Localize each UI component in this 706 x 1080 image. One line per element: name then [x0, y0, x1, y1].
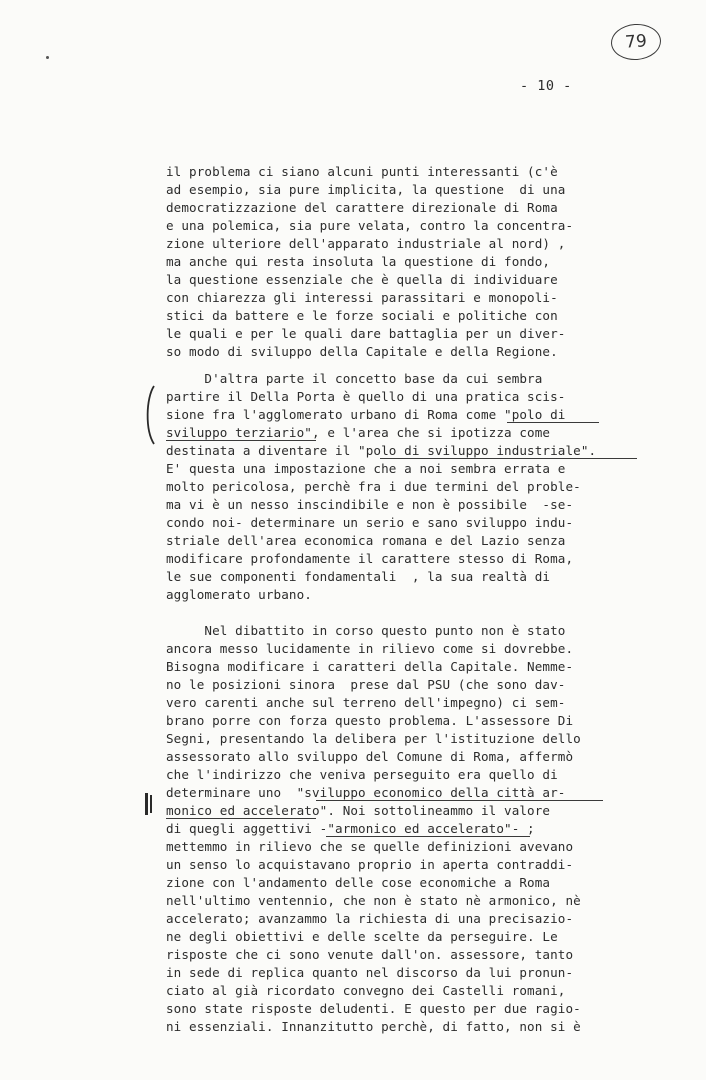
text-line: no le posizioni sinora prese dal PSU (che sono dav-: [166, 677, 566, 692]
text-line: agglomerato urbano.: [166, 587, 312, 602]
text-line: sono state risposte deludenti. E questo per due ragio-: [166, 1001, 581, 1016]
text-line: ma anche qui resta insoluta la questione di fondo,: [166, 254, 551, 269]
text-line: striale dell'area economica romana e del Lazio senza: [166, 533, 566, 548]
page-number: - 10 -: [520, 78, 572, 94]
text-line: zione ulteriore dell'apparato industriale al nord) ,: [166, 236, 566, 251]
text-line: Bisogna modificare i caratteri della Capitale. Nemme-: [166, 659, 574, 674]
text-line: ancora messo lucidamente in rilievo come si dovrebbe.: [166, 641, 574, 656]
text-line: vero carenti anche sul terreno dell'impegno) ci sem-: [166, 695, 566, 710]
archive-number-stamp: 79: [610, 22, 662, 61]
text-line: in sede di replica quanto nel discorso da lui pronun-: [166, 965, 574, 980]
margin-bracket: [140, 384, 160, 446]
text-line: condo noi- determinare un serio e sano sviluppo indu-: [166, 515, 574, 530]
text-line: con chiarezza gli interessi parassitari e monopoli-: [166, 290, 558, 305]
underline-mark: [507, 422, 599, 423]
underline-mark: [316, 800, 603, 801]
text-line: monico ed accelerato". Noi sottolineammo il valore: [166, 803, 551, 818]
text-line: che l'indirizzo che veniva perseguito era quello di: [166, 767, 558, 782]
text-line: brano porre con forza questo problema. L'assessore Di: [166, 713, 574, 728]
underline-mark: [380, 458, 637, 459]
text-line: democratizzazione del carattere direzionale di Roma: [166, 200, 558, 215]
text-line: il problema ci siano alcuni punti interessanti (c'è: [166, 164, 558, 179]
text-line: determinare uno "sviluppo economico della città ar-: [166, 785, 566, 800]
text-line: E' questa una impostazione che a noi sembra errata e: [166, 461, 566, 476]
text-line: le quali e per le quali dare battaglia per un diver-: [166, 326, 566, 341]
text-line: un senso lo acquistavano proprio in aperta contraddi-: [166, 857, 574, 872]
text-line: partire il Della Porta è quello di una pratica scis-: [166, 389, 566, 404]
text-line: ne degli obiettivi e delle scelte da perseguire. Le: [166, 929, 558, 944]
text-line: mettemmo in rilievo che se quelle definizioni avevano: [166, 839, 574, 854]
underline-mark: [166, 440, 316, 441]
text-line: Nel dibattito in corso questo punto non è stato: [166, 623, 566, 638]
text-line: molto pericolosa, perchè fra i due termini del proble-: [166, 479, 581, 494]
text-line: sviluppo terziario", e l'area che si ipotizza come: [166, 425, 551, 440]
text-line: ni essenziali. Innanzitutto perchè, di fatto, non si è: [166, 1019, 581, 1034]
text-line: di quegli aggettivi -"armonico ed accelerato"- ;: [166, 821, 535, 836]
margin-line-mark: [145, 793, 148, 815]
text-line: sione fra l'agglomerato urbano di Roma come "polo di: [166, 407, 566, 422]
text-line: assessorato allo sviluppo del Comune di Roma, affermò: [166, 749, 574, 764]
text-line: ma vi è un nesso inscindibile e non è possibile -se-: [166, 497, 574, 512]
text-line: risposte che ci sono venute dall'on. assessore, tanto: [166, 947, 574, 962]
text-line: destinata a diventare il "polo di sviluppo industriale".: [166, 443, 597, 458]
text-line: le sue componenti fondamentali , la sua realtà di: [166, 569, 551, 584]
text-line: la questione essenziale che è quella di individuare: [166, 272, 558, 287]
text-line: ciato al già ricordato convegno dei Castelli romani,: [166, 983, 566, 998]
text-line: so modo di sviluppo della Capitale e della Regione.: [166, 344, 558, 359]
text-line: nell'ultimo ventennio, che non è stato nè armonico, nè: [166, 893, 581, 908]
text-line: e una polemica, sia pure velata, contro la concentra-: [166, 218, 574, 233]
text-line: zione con l'andamento delle cose economiche a Roma: [166, 875, 551, 890]
underline-mark: [326, 836, 530, 837]
text-line: accelerato; avanzammo la richiesta di una precisazio-: [166, 911, 574, 926]
text-line: ad esempio, sia pure implicita, la questione di una: [166, 182, 566, 197]
text-line: stici da battere e le forze sociali e politiche con: [166, 308, 558, 323]
paper-speck: [46, 56, 49, 59]
text-line: D'altra parte il concetto base da cui sembra: [166, 371, 543, 386]
margin-line-mark: [150, 795, 152, 813]
text-line: Segni, presentando la delibera per l'istituzione dello: [166, 731, 581, 746]
text-line: modificare profondamente il carattere stesso di Roma,: [166, 551, 574, 566]
underline-mark: [166, 818, 316, 819]
